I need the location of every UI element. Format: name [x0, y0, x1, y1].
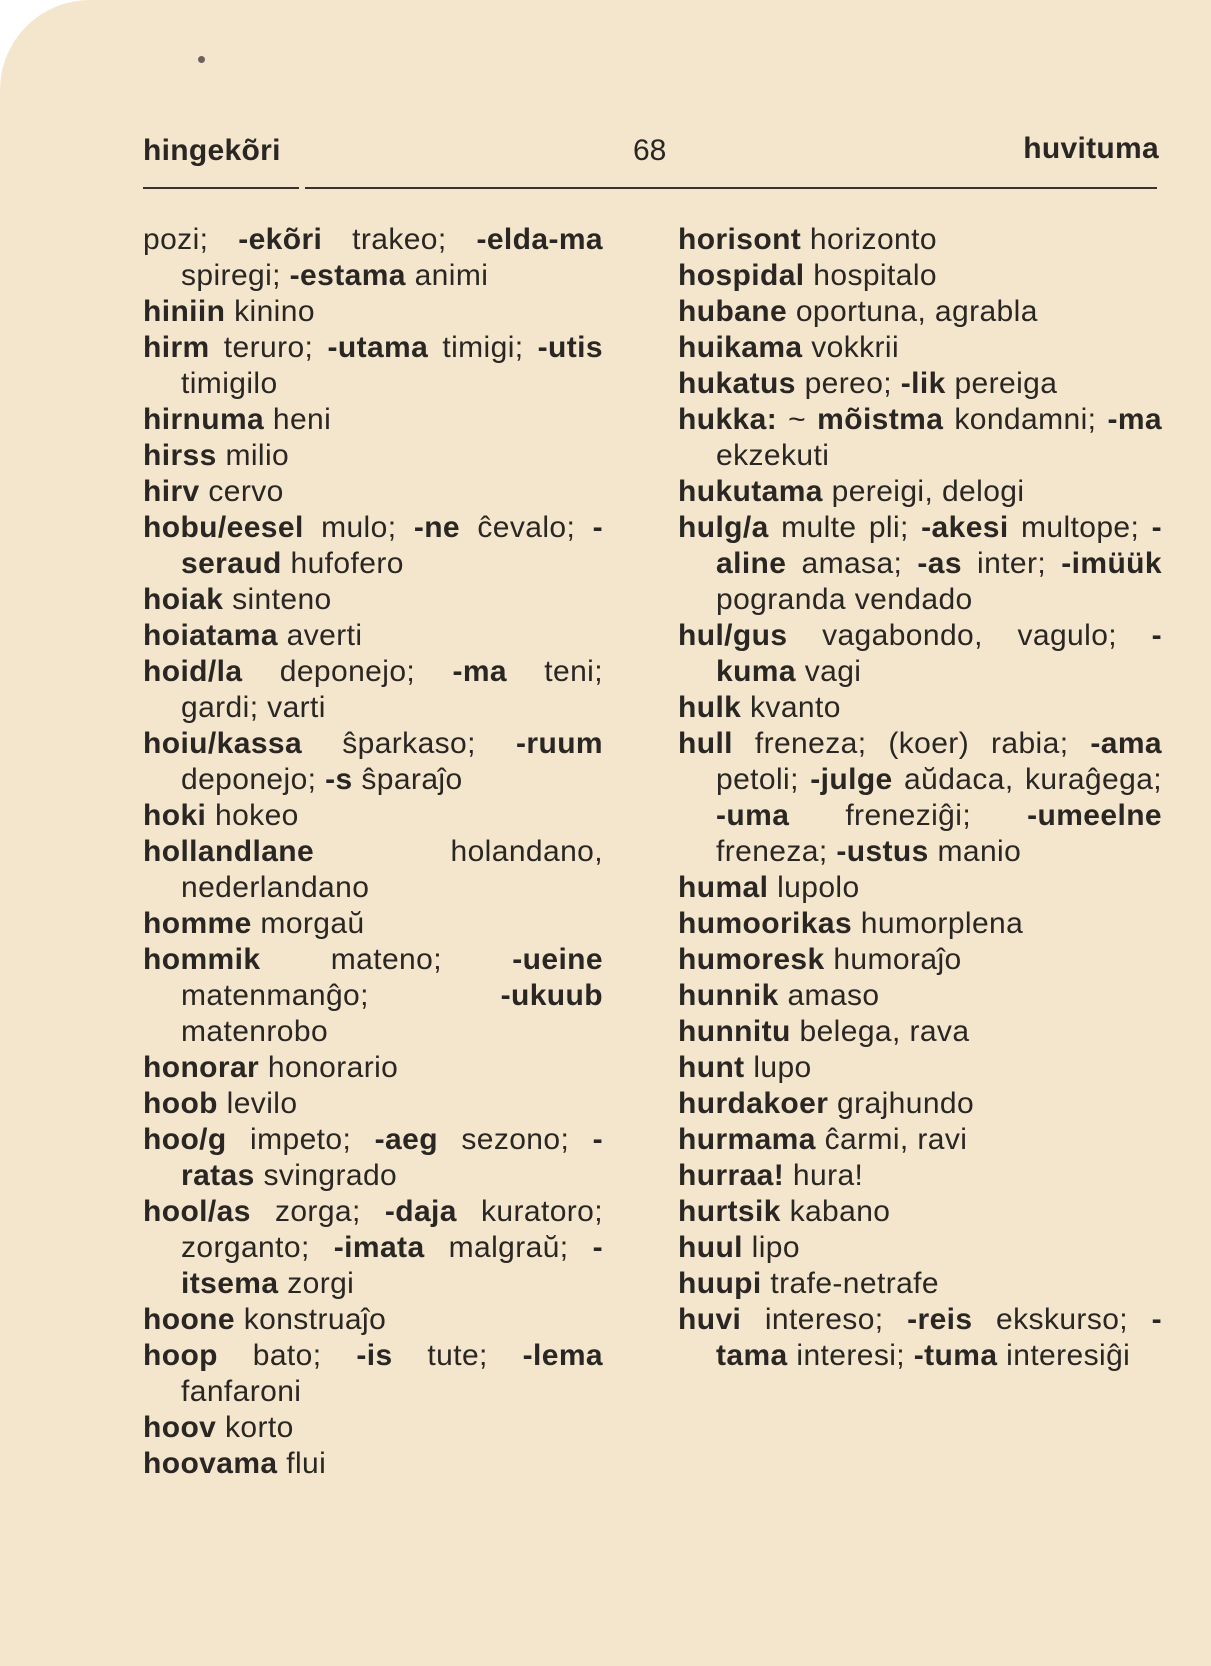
paper-speck: [198, 56, 205, 63]
entry-headword: hoid/la: [143, 655, 243, 688]
entry-headword: -akesi: [921, 511, 1009, 544]
entry-translation: interesi;: [787, 1339, 914, 1372]
dictionary-entry: [678, 906, 1162, 942]
entry-translation: mateno;: [260, 943, 513, 976]
dictionary-entry: [143, 1050, 603, 1086]
entry-translation: hufofero: [281, 547, 404, 580]
entry-translation: lupo: [744, 1051, 812, 1084]
entry-translation: intereso;: [741, 1303, 908, 1336]
entry-translation: sinteno: [223, 583, 332, 616]
entry-translation: tute;: [392, 1339, 523, 1372]
entry-translation: hokeo: [206, 799, 299, 832]
dictionary-entry: [678, 618, 1162, 690]
entry-headword: -reis: [907, 1303, 973, 1336]
entry-translation: morgaŭ: [251, 907, 365, 940]
dictionary-entry: [143, 654, 603, 726]
entry-translation: ŝparaĵo: [352, 763, 463, 796]
entry-headword: humoresk: [678, 943, 825, 976]
entry-headword: -ne: [413, 511, 461, 544]
entry-headword: hurmama: [678, 1123, 816, 1156]
entry-translation: oportuna, agrabla: [787, 295, 1038, 328]
dictionary-entry: [143, 1410, 603, 1446]
entry-headword: hurdakoer: [678, 1087, 829, 1120]
entry-headword: -ama: [1090, 727, 1162, 760]
entry-translation: flui: [277, 1447, 327, 1480]
entry-headword: homme: [143, 907, 252, 940]
dictionary-entry: [678, 1050, 1162, 1086]
dictionary-entry: [143, 1194, 603, 1302]
entry-translation: ekzekuti: [716, 439, 830, 472]
entry-translation: trafe-netrafe: [761, 1267, 939, 1300]
right-column: [678, 222, 1162, 1374]
entry-headword: -umeelne: [1027, 799, 1162, 832]
entry-translation: manio: [928, 835, 1022, 868]
entry-headword: hurtsik: [678, 1195, 781, 1228]
entry-headword: -itsema: [181, 1231, 603, 1300]
entry-translation: freneza; (koer) rabia;: [732, 727, 1091, 760]
entry-headword: -lik: [900, 367, 946, 400]
entry-translation: teni; gardi; varti: [181, 655, 603, 724]
entry-translation: hura!: [784, 1159, 864, 1192]
entry-headword: -ustus: [836, 835, 929, 868]
dictionary-entry: [143, 834, 603, 906]
entry-headword: hubane: [678, 295, 788, 328]
entry-headword: -is: [356, 1339, 393, 1372]
entry-translation: impeto;: [226, 1123, 375, 1156]
entry-headword: -julge: [810, 763, 893, 796]
page-header: [143, 128, 1159, 172]
entry-translation: amasa;: [786, 547, 918, 580]
entry-translation: kinino: [225, 295, 315, 328]
entry-translation: heni: [264, 403, 332, 436]
entry-headword: humal: [678, 871, 769, 904]
dictionary-entry: [143, 222, 603, 294]
entry-translation: deponejo;: [242, 655, 453, 688]
entry-headword: -seraud: [181, 511, 603, 580]
dictionary-entry: [678, 366, 1162, 402]
dictionary-entry: [678, 690, 1162, 726]
dictionary-entry: [678, 942, 1162, 978]
dictionary-entry: [678, 402, 1162, 474]
dictionary-entry: [678, 258, 1162, 294]
entry-translation: korto: [216, 1411, 294, 1444]
entry-translation: multope;: [1008, 511, 1152, 544]
entry-translation: zorgi: [278, 1267, 355, 1300]
entry-headword: horisont: [678, 223, 802, 256]
entry-translation: freneza;: [716, 835, 837, 868]
entry-translation: zorga;: [250, 1195, 385, 1228]
entry-headword: humoorikas: [678, 907, 853, 940]
dictionary-entry: [678, 330, 1162, 366]
dictionary-entry: [678, 1230, 1162, 1266]
dictionary-entry: [143, 798, 603, 834]
dictionary-entry: [143, 1302, 603, 1338]
header-rule-left: [143, 187, 299, 189]
entry-headword: hoiatama: [143, 619, 278, 652]
entry-headword: hoovama: [143, 1447, 278, 1480]
entry-translation: aŭdaca, kuraĝega;: [892, 763, 1163, 796]
entry-headword: -estama: [289, 259, 406, 292]
entry-translation: humorplena: [852, 907, 1024, 940]
dictionary-entry: [143, 582, 603, 618]
entry-translation: hospitalo: [804, 259, 937, 292]
entry-headword: huupi: [678, 1267, 762, 1300]
entry-headword: -aline: [716, 511, 1163, 580]
entry-translation: konstruaĵo: [235, 1303, 387, 1336]
entry-translation: kuratoro; zorganto;: [181, 1195, 603, 1264]
entry-translation: ĉevalo;: [460, 511, 593, 544]
dictionary-entry: [678, 474, 1162, 510]
entry-translation: lupolo: [768, 871, 860, 904]
entry-translation: holandano, nederlandano: [181, 835, 603, 904]
dictionary-entry: [143, 510, 603, 582]
left-column: [143, 222, 603, 1482]
entry-headword: hull: [678, 727, 733, 760]
entry-headword: hoov: [143, 1411, 217, 1444]
entry-headword: hoo/g: [143, 1123, 227, 1156]
entry-translation: humoraĵo: [824, 943, 962, 976]
entry-translation: pereo;: [795, 367, 901, 400]
entry-headword: -ukuub: [500, 979, 603, 1012]
dictionary-entry: [678, 1122, 1162, 1158]
entry-translation: inter;: [961, 547, 1062, 580]
dictionary-entry: [678, 510, 1162, 618]
dictionary-entry: [143, 1086, 603, 1122]
entry-headword: hoiu/kassa: [143, 727, 303, 760]
dictionary-entry: [143, 906, 603, 942]
entry-headword: -uma: [716, 799, 790, 832]
entry-translation: pozi;: [143, 223, 239, 256]
entry-headword: -ekõri: [238, 223, 323, 256]
entry-headword: -ma: [1107, 403, 1162, 436]
entry-translation: pereiga: [945, 367, 1058, 400]
entry-translation: teruro;: [209, 331, 328, 364]
entry-translation: spiregi;: [181, 259, 290, 292]
dictionary-entry: [143, 474, 603, 510]
dictionary-entry: [143, 942, 603, 1050]
dictionary-entry: [143, 1446, 603, 1482]
entry-translation: trakeo;: [322, 223, 477, 256]
entry-headword: -lema: [522, 1339, 603, 1372]
header-rule-right: [305, 187, 1157, 189]
entry-headword: hunt: [678, 1051, 745, 1084]
entry-headword: hoop: [143, 1339, 218, 1372]
entry-translation: timigilo: [181, 367, 278, 400]
page-number: 68: [633, 134, 667, 167]
entry-headword: -ma: [452, 655, 507, 688]
entry-translation: kabano: [780, 1195, 891, 1228]
dictionary-entry: [678, 978, 1162, 1014]
entry-translation: mulo;: [303, 511, 414, 544]
entry-translation: grajhundo: [828, 1087, 975, 1120]
entry-translation: horizonto: [801, 223, 937, 256]
entry-headword: -kuma: [716, 619, 1162, 688]
dictionary-entry: [143, 438, 603, 474]
entry-translation: honorario: [259, 1051, 399, 1084]
entry-translation: interesiĝi: [997, 1339, 1131, 1372]
dictionary-entry: [678, 1266, 1162, 1302]
dictionary-entry: [143, 1338, 603, 1410]
entry-translation: averti: [277, 619, 363, 652]
entry-translation: deponejo;: [181, 763, 326, 796]
header-first-word: hingekõri: [143, 134, 281, 167]
entry-headword: hukatus: [678, 367, 796, 400]
entry-translation: pogranda vendado: [716, 583, 973, 616]
entry-headword: huvi: [678, 1303, 742, 1336]
entry-headword: mõistma: [817, 403, 944, 436]
entry-headword: -imata: [333, 1231, 425, 1264]
entry-headword: huul: [678, 1231, 743, 1264]
entry-translation: vagi: [795, 655, 862, 688]
dictionary-entry: [143, 726, 603, 798]
entry-headword: hukutama: [678, 475, 823, 508]
entry-translation: ĉarmi, ravi: [815, 1123, 968, 1156]
entry-translation: amaso: [778, 979, 880, 1012]
entry-headword: hiniin: [143, 295, 226, 328]
entry-headword: hukka:: [678, 403, 778, 436]
dictionary-entry: [678, 222, 1162, 258]
entry-translation: freneziĝi;: [789, 799, 1028, 832]
dictionary-entry: [143, 402, 603, 438]
entry-translation: svingrado: [254, 1159, 398, 1192]
entry-headword: -tama: [716, 1303, 1163, 1372]
entry-headword: honorar: [143, 1051, 260, 1084]
entry-headword: -utama: [327, 331, 429, 364]
dictionary-entry: [678, 1158, 1162, 1194]
entry-headword: hirss: [143, 439, 217, 472]
entry-translation: malgraŭ;: [424, 1231, 593, 1264]
entry-translation: lipo: [742, 1231, 800, 1264]
dictionary-entry: [143, 618, 603, 654]
entry-headword: hoob: [143, 1087, 218, 1120]
entry-headword: hunnitu: [678, 1015, 791, 1048]
entry-headword: hul/gus: [678, 619, 788, 652]
entry-headword: hoki: [143, 799, 207, 832]
entry-headword: -as: [917, 547, 962, 580]
entry-headword: -ratas: [181, 1123, 604, 1192]
entry-translation: matenrobo: [181, 1015, 329, 1048]
entry-headword: -tuma: [913, 1339, 998, 1372]
entry-headword: -imüük: [1061, 547, 1162, 580]
entry-translation: bato;: [217, 1339, 357, 1372]
dictionary-entry: [678, 1194, 1162, 1230]
dictionary-entry: [143, 1122, 603, 1194]
entry-translation: levilo: [217, 1087, 298, 1120]
entry-headword: huikama: [678, 331, 803, 364]
entry-translation: multe pli;: [768, 511, 922, 544]
entry-headword: hoiak: [143, 583, 224, 616]
entry-translation: fanfaroni: [181, 1375, 302, 1408]
entry-headword: hulk: [678, 691, 742, 724]
entry-headword: hirnuma: [143, 403, 265, 436]
entry-headword: -utis: [537, 331, 603, 364]
dictionary-entry: [678, 726, 1162, 870]
dictionary-entry: [678, 1302, 1162, 1374]
entry-translation: kvanto: [741, 691, 841, 724]
dictionary-entry: [143, 294, 603, 330]
entry-headword: hospidal: [678, 259, 805, 292]
entry-headword: hulg/a: [678, 511, 769, 544]
entry-headword: hunnik: [678, 979, 779, 1012]
entry-translation: sezono;: [437, 1123, 593, 1156]
entry-headword: hirv: [143, 475, 200, 508]
dictionary-entry: [678, 1086, 1162, 1122]
entry-translation: cervo: [199, 475, 284, 508]
entry-translation: milio: [216, 439, 290, 472]
dictionary-entry: [678, 294, 1162, 330]
entry-translation: ŝparkaso;: [302, 727, 516, 760]
entry-headword: -elda-ma: [476, 223, 604, 256]
entry-headword: hobu/eesel: [143, 511, 304, 544]
entry-headword: -aeg: [374, 1123, 438, 1156]
dictionary-entry: [678, 1014, 1162, 1050]
entry-headword: -s: [325, 763, 353, 796]
entry-headword: hurraa!: [678, 1159, 785, 1192]
dictionary-entry: [143, 330, 603, 402]
entry-translation: belega, rava: [790, 1015, 970, 1048]
entry-translation: pereigi, delogi: [822, 475, 1025, 508]
entry-translation: animi: [405, 259, 489, 292]
entry-headword: -daja: [384, 1195, 457, 1228]
entry-headword: hirm: [143, 331, 210, 364]
entry-headword: -ueine: [512, 943, 603, 976]
entry-headword: hoone: [143, 1303, 235, 1336]
entry-translation: vokkrii: [802, 331, 900, 364]
entry-headword: hommik: [143, 943, 261, 976]
entry-translation: vagabondo, vagulo;: [787, 619, 1152, 652]
entry-headword: hool/as: [143, 1195, 251, 1228]
entry-headword: -ruum: [516, 727, 603, 760]
entry-translation: ekskurso;: [972, 1303, 1152, 1336]
entry-translation: ~: [777, 403, 818, 436]
entry-translation: kondamni;: [943, 403, 1108, 436]
dictionary-entry: [678, 870, 1162, 906]
entry-translation: petoli;: [716, 763, 811, 796]
entry-translation: matenmanĝo;: [181, 979, 501, 1012]
header-last-word: huvituma: [1023, 132, 1159, 165]
entry-headword: hollandlane: [143, 835, 315, 868]
entry-translation: timigi;: [428, 331, 538, 364]
